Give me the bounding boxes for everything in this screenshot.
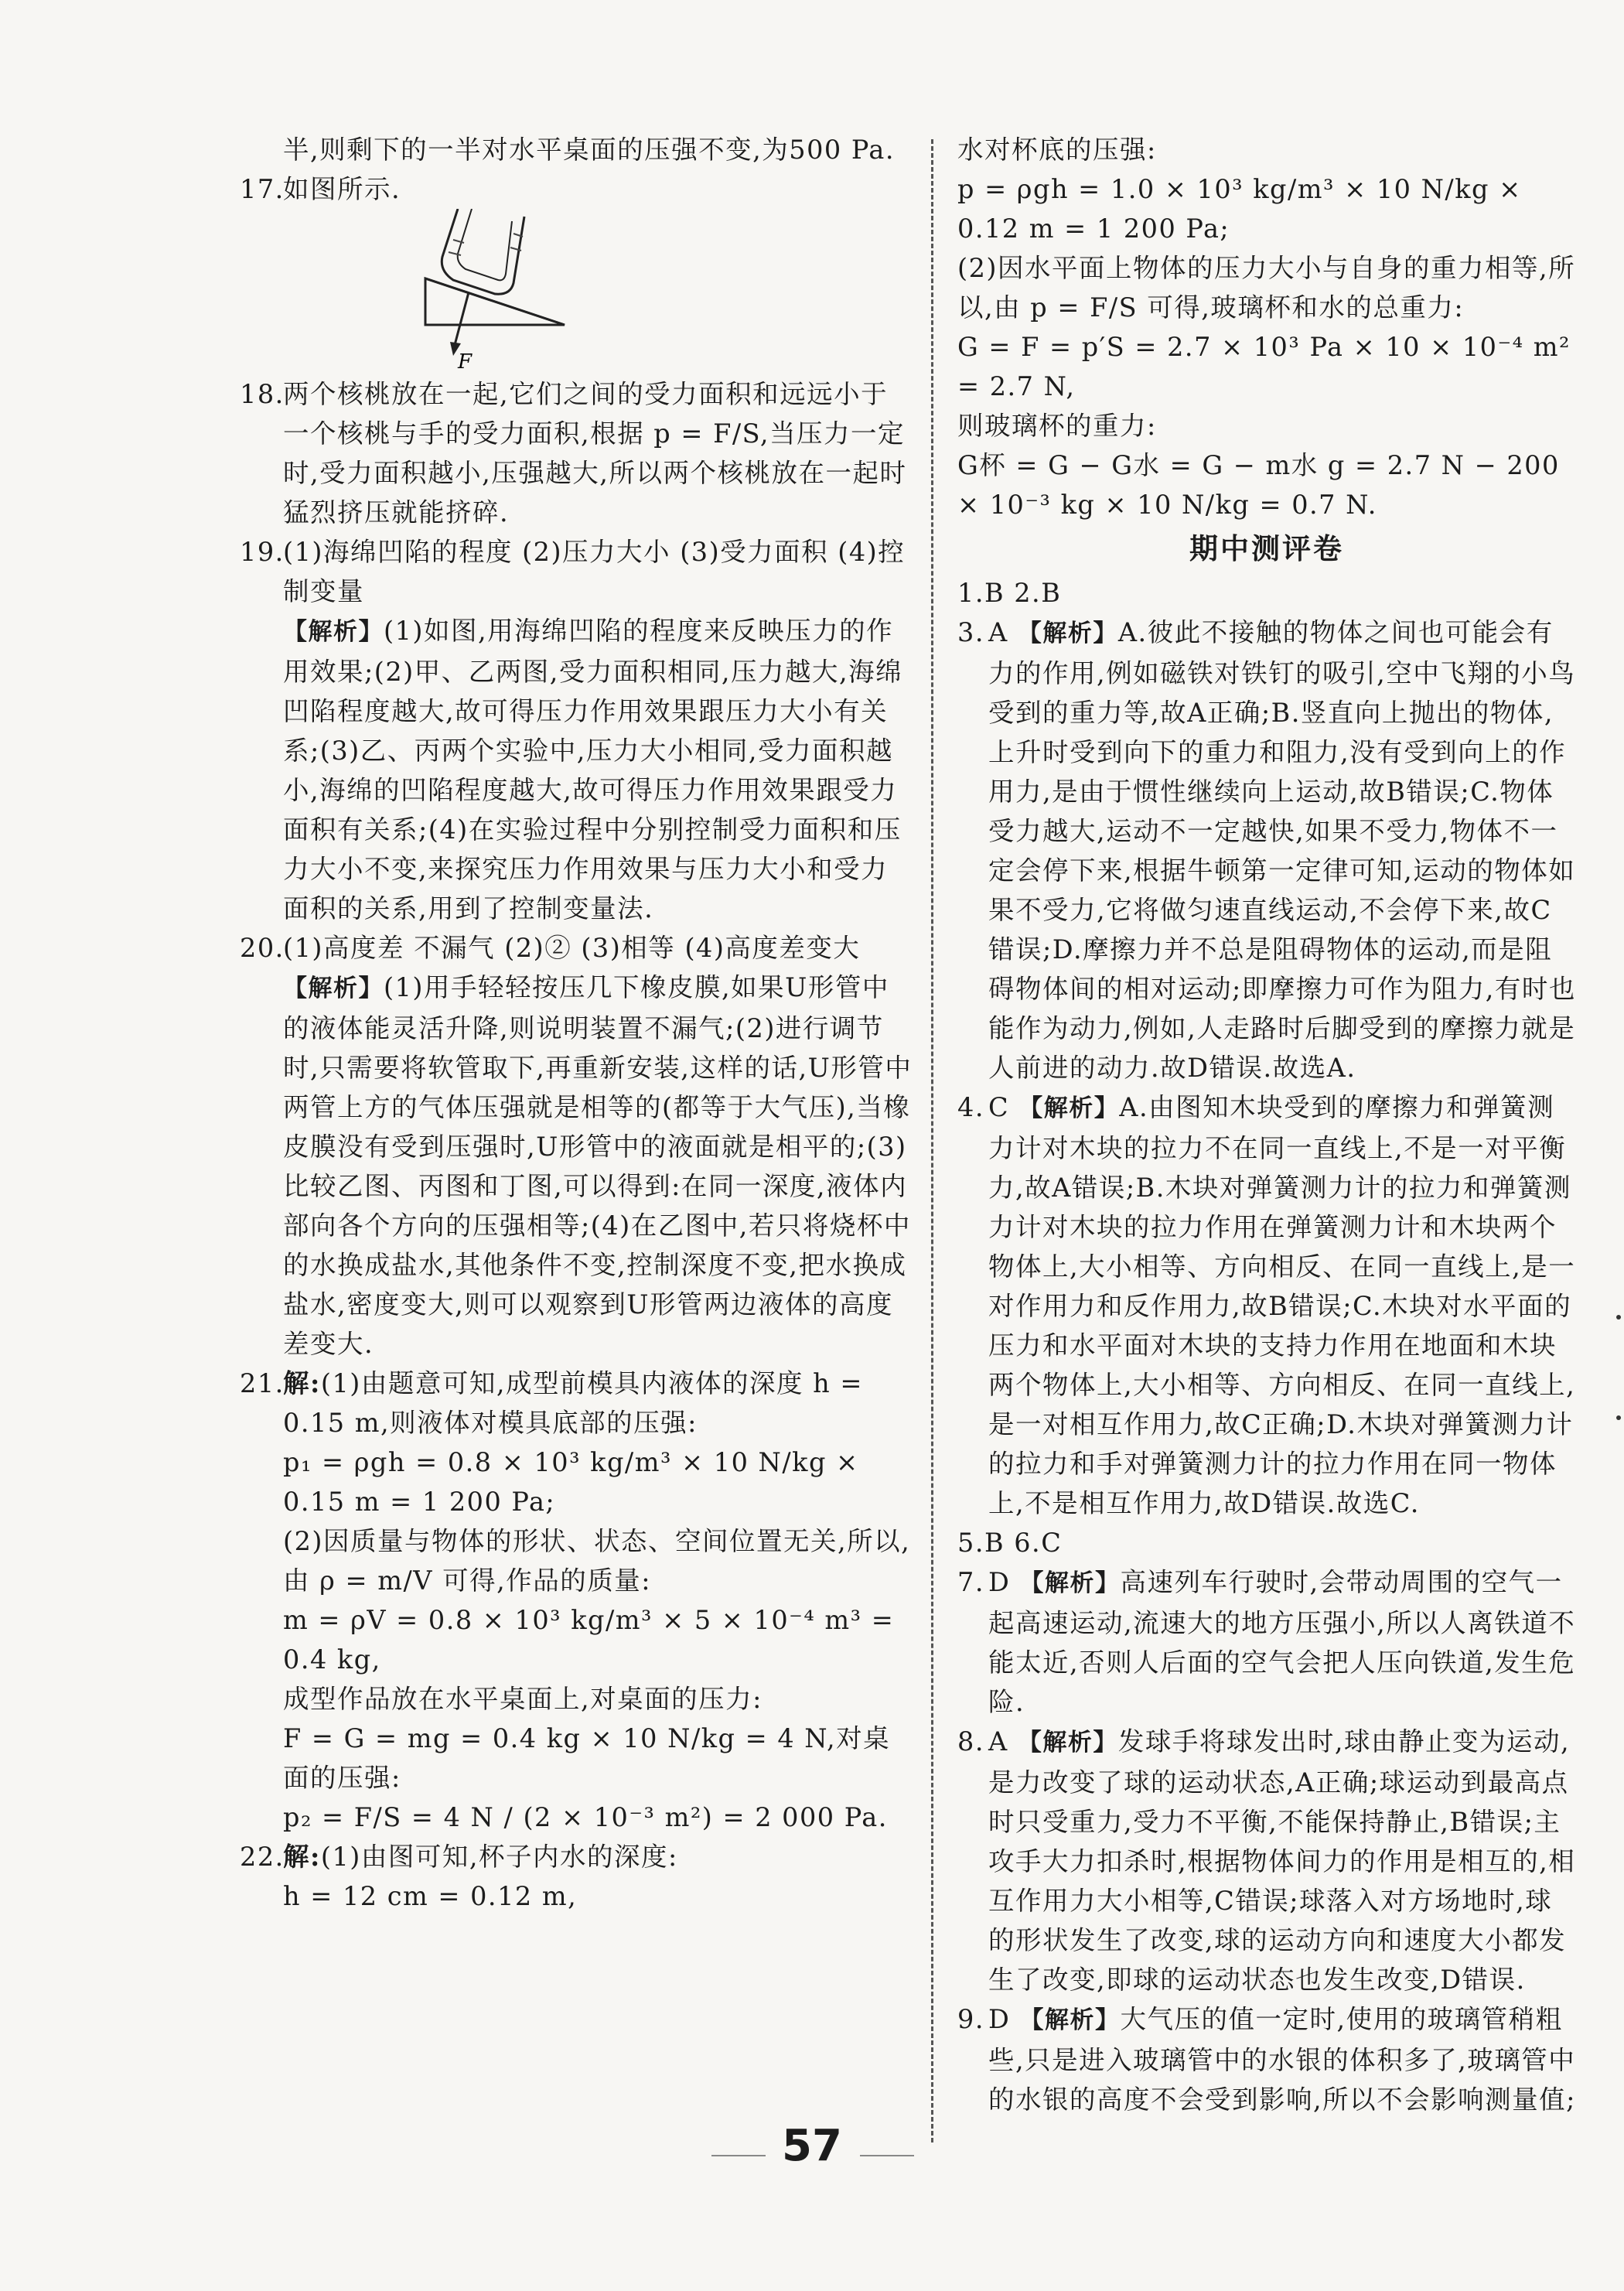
answer-17-number: 17.: [240, 174, 285, 204]
analysis-tag: 【解析】: [1019, 2006, 1121, 2034]
answer-20-number: 20.: [240, 933, 285, 963]
answer-19: [240, 532, 913, 928]
answer-22-continued: [957, 130, 1576, 524]
answer-8: [957, 1722, 1576, 1999]
answer-9-choice: D: [988, 2004, 1011, 2034]
answer-19-answer: (1)海绵凹陷的程度 (2)压力大小 (3)受力面积 (4)控制变量: [283, 537, 906, 606]
analysis-tag: 【解析】: [1018, 1094, 1120, 1122]
analysis-tag: 【解析】: [1017, 620, 1118, 647]
answer-3: [957, 613, 1576, 1087]
answer-21-number: 21.: [240, 1368, 285, 1398]
answer-7-number: 7.: [957, 1567, 984, 1597]
answer-18-number: 18.: [240, 379, 285, 409]
answer-22-line-7: 则玻璃杯的重力:: [957, 411, 1157, 441]
answer-4-choice: C: [988, 1092, 1010, 1122]
answer-22-line-2: h = 12 cm = 0.12 m,: [283, 1881, 578, 1911]
margin-dot: [1616, 1315, 1621, 1320]
force-label: F: [458, 350, 473, 374]
left-column: [240, 130, 913, 1916]
answer-4-number: 4.: [957, 1092, 984, 1122]
answer-18: [240, 374, 913, 532]
analysis-tag: 【解析】: [1019, 1569, 1121, 1597]
answer-22-number: 22.: [240, 1842, 285, 1872]
answer-16-tail: 半,则剩下的一半对水平桌面的压强不变,为500 Pa.: [283, 135, 896, 165]
answer-20-analysis: (1)用手轻轻按压几下橡皮膜,如果U形管中的液体能灵活升降,则说明装置不漏气;(2)进行调节时,只需要将软管取下,再重新安装,这样的话,U形管中两管上方的气体压强就是相等的(都等于大气压),当橡皮膜没有受到压强时,U形管中的液面就是相平的;(3)比较乙图、丙图和丁图,可以得到:在同一深度,液体内部向各个方向的压强相等;(4)在乙图中,若只将烧杯中的水换成盐水,其他条件不变,控制深度不变,把水换成盐水,密度变大,则可以观察到U形管两边液体的高度差变大.: [283, 972, 913, 1359]
answer-21-line-1: (1)由题意可知,成型前模具内液体的深度 h = 0.15 m,则液体对模具底部的压强:: [283, 1368, 863, 1438]
answer-21-line-5: 成型作品放在水平桌面上,对桌面的压力:: [283, 1684, 763, 1714]
answer-19-analysis: (1)如图,用海绵凹陷的程度来反映压力的作用效果;(2)甲、乙两图,受力面积相同,压力越大,海绵凹陷程度越大,故可得压力作用效果跟压力大小有关系;(3)乙、丙两个实验中,压力大小相同,受力面积越小,海绵的凹陷程度越大,故可得压力作用效果跟受力面积有关系;(4)在实验过程中分别控制受力面积和压力大小不变,来探究压力作用效果与压力大小和受力面积的关系,用到了控制变量法.: [283, 616, 903, 924]
answer-21-line-3: (2)因质量与物体的形状、状态、空间位置无关,所以,由 ρ = m/V 可得,作品的质量:: [283, 1526, 911, 1596]
answer-22-line-1: (1)由图可知,杯子内水的深度:: [320, 1842, 678, 1872]
answer-7: [957, 1562, 1576, 1722]
answer-3-number: 3.: [957, 617, 984, 647]
answer-9: [957, 1999, 1576, 2119]
incline-vessel-diagram: [240, 209, 913, 374]
section-title: 期中测评卷: [1189, 532, 1344, 565]
answer-21-line-7: p₂ = F/S = 4 N / (2 × 10⁻³ m²) = 2 000 Pa.: [283, 1802, 888, 1832]
column-divider: [931, 139, 933, 2142]
answer-8-choice: A: [988, 1726, 1008, 1757]
answer-22: [240, 1837, 913, 1916]
answer-8-number: 8.: [957, 1726, 984, 1757]
answer-20-answer: (1)高度差 不漏气 (2)② (3)相等 (4)高度差变大: [283, 933, 861, 963]
solution-lead: 解:: [283, 1368, 321, 1398]
answer-4-analysis: A.由图知木块受到的摩擦力和弹簧测力计对木块的拉力不在同一直线上,不是一对平衡力,故A错误;B.木块对弹簧测力计的拉力和弹簧测力计对木块的拉力作用在弹簧测力计和木块两个物体上,大小相等、方向相反、在同一直线上,是一对作用力和反作用力,故B错误;C.木块对水平面的压力和水平面对木块的支持力作用在地面和木块两个物体上,大小相等、方向相反、在同一直线上,是一对相互作用力,故C正确;D.木块对弹簧测力计的拉力和手对弹簧测力计的拉力作用在同一物体上,不是相互作用力,故D错误.故选C.: [988, 1092, 1576, 1518]
answer-22-line-5: (2)因水平面上物体的压力大小与自身的重力相等,所以,由 p = F/S 可得,玻璃杯和水的总重力:: [957, 253, 1576, 323]
answer-21-line-2: p₁ = ρgh = 0.8 × 10³ kg/m³ × 10 N/kg × 0.15 m = 1 200 Pa;: [283, 1447, 859, 1517]
answer-20: [240, 928, 913, 1364]
answers-5-6: 5.B 6.C: [957, 1528, 1063, 1558]
page-number: 57: [782, 2121, 842, 2171]
answer-22-line-8: G杯 = G − G水 = G − m水 g = 2.7 N − 200 × 10⁻³ kg × 10 N/kg = 0.7 N.: [957, 450, 1560, 520]
answer-3-analysis: A.彼此不接触的物体之间也可能会有力的作用,例如磁铁对铁钉的吸引,空中飞翔的小鸟受到的重力等,故A正确;B.竖直向上抛出的物体,上升时受到向下的重力和阻力,没有受到向上的作用力,是由于惯性继续向上运动,故B错误;C.物体受力越大,运动不一定越快,如果不受力,物体不一定会停下来,根据牛顿第一定律可知,运动的物体如果不受力,它将做匀速直线运动,不会停下来,故C错误;D.摩擦力并不总是阻碍物体的运动,而是阻碍物体间的相对运动;即摩擦力可作为阻力,有时也能作为动力,例如,人走路时后脚受到的摩擦力就是人前进的动力.故D错误.故选A.: [988, 617, 1576, 1083]
answer-9-analysis: 大气压的值一定时,使用的玻璃管稍粗些,只是进入玻璃管中的水银的体积多了,玻璃管中的水银的高度不会受到影响,所以不会影响测量值;: [988, 2004, 1576, 2115]
answer-21: [240, 1364, 913, 1837]
answer-17: [240, 169, 913, 209]
answer-19-number: 19.: [240, 537, 285, 567]
solution-lead: 解:: [283, 1842, 321, 1872]
answer-7-choice: D: [988, 1567, 1011, 1597]
answer-21-line-6: F = G = mg = 0.4 kg × 10 N/kg = 4 N,对桌面的压强:: [283, 1723, 891, 1793]
answers-1-2: 1.B 2.B: [957, 578, 1062, 608]
answer-21-line-4: m = ρV = 0.8 × 10³ kg/m³ × 5 × 10⁻⁴ m³ = 0.4 kg,: [283, 1605, 895, 1675]
answer-7-analysis: 高速列车行驶时,会带动周围的空气一起高速运动,流速大的地方压强小,所以人离铁道不能太近,否则人后面的空气会把人压向铁道,发生危险.: [988, 1567, 1576, 1717]
answer-18-text: 两个核桃放在一起,它们之间的受力面积和远远小于一个核桃与手的受力面积,根据 p = F/S,当压力一定时,受力面积越小,压强越大,所以两个核桃放在一起时猛烈挤压就能挤碎.: [283, 379, 907, 528]
pressure-figure: [240, 209, 913, 374]
answer-4: [957, 1087, 1576, 1523]
answer-3-choice: A: [988, 617, 1008, 647]
analysis-tag: 【解析】: [1017, 1729, 1118, 1757]
analysis-tag: 【解析】: [283, 618, 384, 646]
right-column: [957, 130, 1576, 2119]
answer-17-text: 如图所示.: [283, 174, 401, 204]
force-arrow: [455, 292, 469, 345]
answer-22-line-6: G = F = p′S = 2.7 × 10³ Pa × 10 × 10⁻⁴ m² = 2.7 N,: [957, 332, 1571, 401]
answer-8-analysis: 发球手将球发出时,球由静止变为运动,是力改变了球的运动状态,A正确;球运动到最高点时只受重力,受力不平衡,不能保持静止,B错误;主攻手大力扣杀时,根据物体间力的作用是相互的,相互作用力大小相等,C错误;球落入对方场地时,球的形状发生了改变,球的运动方向和速度大小都发生了改变,即球的运动状态也发生改变,D错误.: [988, 1726, 1576, 1995]
answer-9-number: 9.: [957, 2004, 984, 2034]
margin-dot: [1616, 1415, 1621, 1420]
analysis-tag: 【解析】: [283, 975, 384, 1002]
answer-22-line-4: p = ρgh = 1.0 × 10³ kg/m³ × 10 N/kg × 0.12 m = 1 200 Pa;: [957, 174, 1522, 244]
answer-22-line-3: 水对杯底的压强:: [957, 135, 1157, 165]
